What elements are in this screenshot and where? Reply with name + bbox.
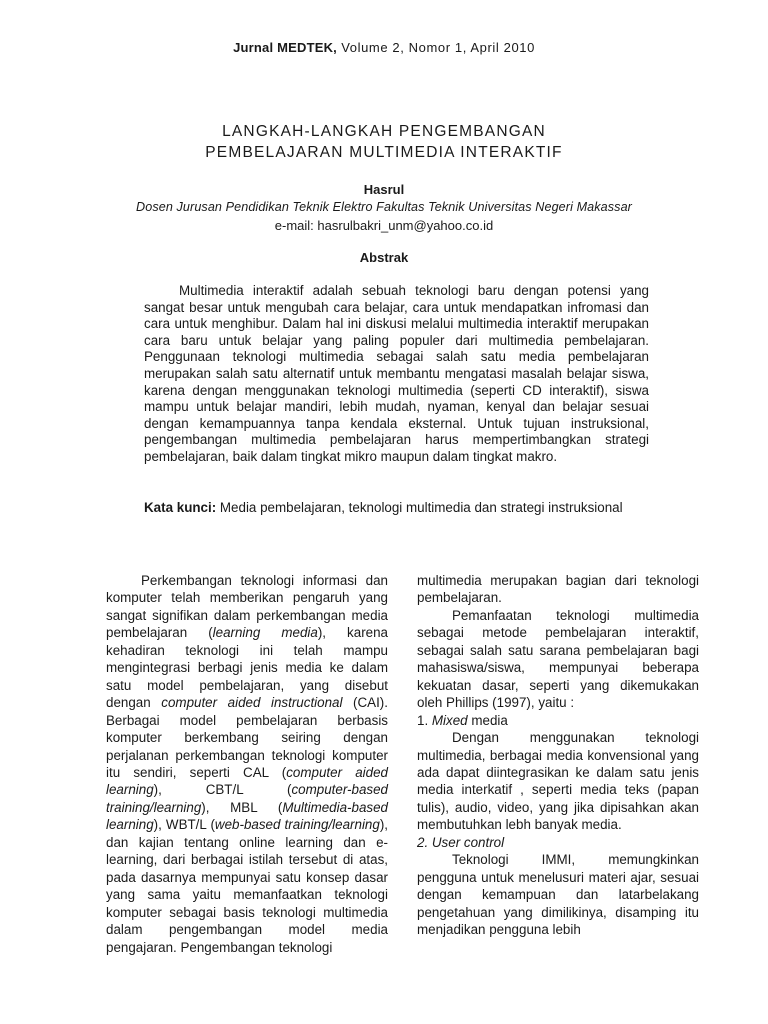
italic-term: learning media [212, 625, 318, 641]
body-text: media [467, 712, 508, 728]
body-text: ), karena kehadiran teknologi ini telah mampu mengintegrasi berbagi jenis media ke dalam satu model pembelajaran, yang disebut dengan [106, 625, 388, 711]
body-text: ), CBT/L ( [153, 782, 292, 798]
body-paragraph [106, 572, 388, 956]
running-header [0, 40, 768, 55]
italic-term: web-based training/learning [214, 817, 380, 833]
journal-issue: Volume 2, Nomor 1, April 2010 [341, 40, 535, 55]
keywords-label: Kata kunci: [144, 500, 217, 515]
list-item-heading: 2. User control [417, 834, 505, 850]
body-paragraph: multimedia merupakan bagian dari teknologi pembelajaran. [417, 573, 699, 606]
body-text: Perkembangan teknologi informasi dan komputer telah memberikan pengaruh yang sangat signifikan dalam perkembangan media pembelajaran ( [106, 573, 388, 641]
body-paragraph: Pemanfaatan teknologi multimedia sebagai metode pembelajaran interaktif, sebagai salah satu sarana pembelajaran bagi mahasiswa/siswa, mempunyai beberapa kekuatan dasar, seperti yang dikemukakan oleh Phillips (1997), yaitu : [417, 607, 699, 711]
italic-term: computer-based training/learning [106, 782, 388, 815]
body-paragraph: Teknologi IMMI, memungkinkan pengguna untuk menelusuri materi ajar, sesuai dengan kemampuan dan latarbelakang pengetahuan yang dimilikinya, disamping itu menjadikan pengguna lebih [417, 852, 699, 938]
author-email: e-mail: hasrulbakri_unm@yahoo.co.id [274, 218, 494, 233]
keywords [144, 500, 664, 517]
title-line-2: PEMBELAJARAN MULTIMEDIA INTERAKTIF [205, 144, 563, 161]
author-name: Hasrul [363, 182, 405, 197]
body-paragraph: Dengan menggunakan teknologi multimedia, berbagai media konvensional yang ada dapat diintegrasikan ke dalam satu jenis media interkatif , seperti media teks (papan tulis), audio, video, yang jika dipisahkan akan membutuhkan lebh banyak media. [417, 730, 699, 833]
author-affiliation: Dosen Jurusan Pendidikan Teknik Elektro Fakultas Teknik Universitas Negeri Makassar [136, 200, 632, 214]
abstract-heading: Abstrak [359, 250, 409, 265]
body-text: (CAI). Berbagai model pembelajaran berbasis komputer berkembang seiring dengan perjalanan perkembangan teknologi komputer itu sendiri, seperti CAL ( [106, 695, 388, 780]
abstract-text: Multimedia interaktif adalah sebuah teknologi baru dengan potensi yang sangat besar untuk mengubah cara belajar, cara untuk mendapatkan infromasi dan cara untuk menghibur. Dalam hal ini diskusi melalui multimedia interaktif merupakan cara baru untuk belajar yang paling populer dari multimedia pembelajaran. Penggunaan teknologi multimedia sebagai salah satu media pembelajaran merupakan salah satu alternatif untuk membantu mengatasi masalah belajar siswa, karena dengan menggunakan teknologi multimedia (seperti CD interaktif), siswa mampu untuk belajar mandiri, lebih mudah, nyaman, kenyal dan belajar sesuai dengan kemampuannya tanpa kendala eksternal. Untuk tujuan instruksional, pengembangan multimedia pembelajaran harus mempertimbangkan strategi pembelajaran, baik dalam tingkat mikro maupun dalam tingkat makro. [144, 283, 649, 464]
keywords-text: Media pembelajaran, teknologi multimedia dan strategi instruksional [216, 500, 623, 515]
list-number: 1. [417, 712, 429, 728]
italic-term: computer aided learning [106, 764, 388, 798]
paper-title [0, 121, 768, 163]
body-text: ), MBL ( [201, 799, 283, 815]
body-column-right [417, 572, 699, 939]
body-text: ), dan kajian tentang online learning dan e-learning, dari berbagai istilah tersebut di atas, pada dasarnya mempunyai satu konsep dasar yang sama yaitu memanfaatkan teknologi komputer sebagai basis teknologi multimedia dalam pengembangan model media pengajaran. Pengembangan teknologi [106, 817, 389, 955]
body-column-left [106, 572, 388, 956]
italic-term: Mixed [431, 712, 468, 728]
journal-name: Jurnal MEDTEK, [233, 40, 337, 55]
italic-term: computer aided instructional [161, 695, 343, 711]
body-text: ), WBT/L ( [153, 817, 215, 833]
italic-term: Multimedia-based learning [106, 799, 388, 833]
title-line-1: LANGKAH-LANGKAH PENGEMBANGAN [222, 123, 546, 140]
list-item-heading [417, 712, 699, 729]
